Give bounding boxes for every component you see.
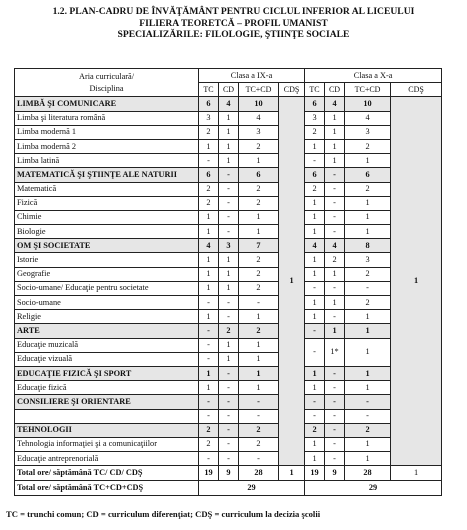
discipline-name: Educaţie muzicală	[15, 338, 199, 352]
value-cell: -	[219, 423, 239, 437]
value-cell: 1	[345, 154, 391, 168]
value-cell: 3	[345, 253, 391, 267]
discipline-row	[15, 125, 442, 139]
value-cell: 2	[199, 423, 219, 437]
value-cell: 1	[199, 310, 219, 324]
total-cell: 1	[279, 466, 305, 481]
plan-body	[15, 97, 442, 466]
cds-10-cell: 1	[391, 97, 442, 466]
value-cell: -	[305, 324, 325, 338]
value-cell: 6	[305, 168, 325, 182]
value-cell: 6	[345, 168, 391, 182]
area-row	[15, 239, 442, 253]
value-cell: 1	[305, 296, 325, 310]
value-cell: 4	[199, 239, 219, 253]
value-cell: 1	[305, 452, 325, 466]
value-cell: 6	[239, 168, 279, 182]
value-cell: -	[305, 281, 325, 295]
area-header: Aria curriculară/ Disciplina	[15, 69, 199, 97]
value-cell: -	[199, 154, 219, 168]
value-cell: 1	[219, 338, 239, 352]
value-cell: -	[325, 310, 345, 324]
value-cell: 2	[305, 125, 325, 139]
value-cell: 1	[239, 225, 279, 239]
value-cell: 6	[305, 97, 325, 111]
value-cell: -	[239, 296, 279, 310]
discipline-name: Chimie	[15, 210, 199, 224]
total-cell: 19	[305, 466, 325, 481]
value-cell: 1*	[325, 338, 345, 366]
discipline-row	[15, 296, 442, 310]
value-cell: 1	[199, 225, 219, 239]
grand-total-row	[15, 481, 442, 496]
area-row	[15, 97, 442, 111]
value-cell: 1	[305, 196, 325, 210]
discipline-row	[15, 253, 442, 267]
value-cell: 3	[219, 239, 239, 253]
value-cell: -	[325, 423, 345, 437]
value-cell: 1	[199, 253, 219, 267]
discipline-name: Limba modernă 1	[15, 125, 199, 139]
value-cell: 2	[239, 437, 279, 451]
value-cell: 2	[305, 423, 325, 437]
grand-total-10: 29	[305, 481, 442, 496]
value-cell: 2	[305, 182, 325, 196]
value-cell: 1	[345, 437, 391, 451]
value-cell: -	[219, 210, 239, 224]
value-cell: 1	[239, 154, 279, 168]
value-cell: 1	[325, 296, 345, 310]
area-name: CONSILIERE ŞI ORIENTARE	[15, 395, 199, 409]
value-cell: -	[219, 395, 239, 409]
value-cell: 1	[345, 310, 391, 324]
value-cell: 2	[199, 182, 219, 196]
discipline-name: Limba latină	[15, 154, 199, 168]
value-cell: -	[325, 182, 345, 196]
value-cell: 6	[199, 97, 219, 111]
value-cell: -	[199, 395, 219, 409]
value-cell: -	[325, 225, 345, 239]
area-name: ARTE	[15, 324, 199, 338]
value-cell: -	[325, 409, 345, 423]
value-cell: 2	[345, 182, 391, 196]
area-name: MATEMATICĂ ŞI ŞTIINŢE ALE NATURII	[15, 168, 199, 182]
value-cell: -	[239, 409, 279, 423]
value-cell: 1	[345, 338, 391, 366]
value-cell: 1	[199, 267, 219, 281]
value-cell: 2	[239, 139, 279, 153]
area-row	[15, 168, 442, 182]
discipline-row	[15, 452, 442, 466]
value-cell: 10	[345, 97, 391, 111]
value-cell: 1	[305, 366, 325, 380]
value-cell: 4	[325, 239, 345, 253]
value-cell: -	[199, 338, 219, 352]
discipline-row	[15, 310, 442, 324]
value-cell: 8	[345, 239, 391, 253]
total-cell: 28	[345, 466, 391, 481]
area-row	[15, 324, 442, 338]
total-cell: 28	[239, 466, 279, 481]
value-cell: 2	[345, 423, 391, 437]
value-cell: -	[219, 366, 239, 380]
value-cell: 1	[305, 139, 325, 153]
value-cell: 1	[345, 366, 391, 380]
discipline-row	[15, 437, 442, 451]
value-cell: 1	[305, 437, 325, 451]
discipline-row	[15, 409, 442, 423]
discipline-row	[15, 139, 442, 153]
value-cell: 1	[199, 139, 219, 153]
discipline-row	[15, 225, 442, 239]
area-name: LIMBĂ ŞI COMUNICARE	[15, 97, 199, 111]
discipline-row	[15, 381, 442, 395]
value-cell: 1	[239, 352, 279, 366]
value-cell: -	[219, 196, 239, 210]
value-cell: 1	[305, 225, 325, 239]
value-cell: 2	[239, 182, 279, 196]
value-cell: 2	[199, 437, 219, 451]
col-cds-9: CDŞ	[279, 83, 305, 97]
value-cell: -	[345, 281, 391, 295]
col-cd-10: CD	[325, 83, 345, 97]
value-cell: 1	[219, 111, 239, 125]
value-cell: -	[219, 381, 239, 395]
value-cell: 1	[239, 310, 279, 324]
value-cell: 2	[239, 281, 279, 295]
col-tccd-10: TC+CD	[345, 83, 391, 97]
discipline-name: Educaţie antreprenorială	[15, 452, 199, 466]
value-cell: 1	[219, 352, 239, 366]
discipline-name: Istorie	[15, 253, 199, 267]
value-cell: -	[305, 338, 325, 366]
total-cell: 9	[219, 466, 239, 481]
value-cell: 4	[219, 97, 239, 111]
value-cell: 2	[239, 196, 279, 210]
value-cell: 1	[199, 281, 219, 295]
value-cell: 1	[199, 366, 219, 380]
value-cell: 1	[199, 210, 219, 224]
area-row	[15, 366, 442, 380]
col-tccd-9: TC+CD	[239, 83, 279, 97]
discipline-name: Geografie	[15, 267, 199, 281]
value-cell: 1	[239, 381, 279, 395]
value-cell: 1	[239, 210, 279, 224]
value-cell: 4	[239, 111, 279, 125]
value-cell: -	[325, 452, 345, 466]
area-name: OM ŞI SOCIETATE	[15, 239, 199, 253]
value-cell: 1	[325, 324, 345, 338]
value-cell: 1	[305, 210, 325, 224]
discipline-name: Matematică	[15, 182, 199, 196]
heading-line-1: 1.2. PLAN-CADRU DE ÎNVĂŢĂMÂNT PENTRU CICLUL INFERIOR AL LICEULUI	[52, 6, 415, 17]
value-cell: -	[199, 352, 219, 366]
discipline-name: Limba şi literatura română	[15, 111, 199, 125]
col-cds-10: CDŞ	[391, 83, 442, 97]
value-cell: 1	[325, 125, 345, 139]
total-cell: 19	[199, 466, 219, 481]
discipline-name: Tehnologia informaţiei şi a comunicaţiilor	[15, 437, 199, 451]
area-row	[15, 423, 442, 437]
value-cell: 4	[305, 239, 325, 253]
value-cell: 1	[345, 210, 391, 224]
discipline-row	[15, 267, 442, 281]
value-cell: -	[219, 409, 239, 423]
area-name: EDUCAŢIE FIZICĂ ŞI SPORT	[15, 366, 199, 380]
value-cell: -	[239, 395, 279, 409]
value-cell: 1	[305, 267, 325, 281]
value-cell: 2	[345, 139, 391, 153]
value-cell: 2	[239, 324, 279, 338]
value-cell: -	[199, 409, 219, 423]
discipline-name: Biologie	[15, 225, 199, 239]
value-cell: 1	[345, 225, 391, 239]
discipline-row	[15, 111, 442, 125]
value-cell: 1	[239, 338, 279, 352]
discipline-row	[15, 196, 442, 210]
value-cell: -	[219, 296, 239, 310]
value-cell: -	[325, 281, 345, 295]
area-row	[15, 395, 442, 409]
value-cell: 2	[345, 296, 391, 310]
value-cell: 1	[325, 154, 345, 168]
discipline-name: Socio-umane/ Educaţie pentru societate	[15, 281, 199, 295]
value-cell: -	[305, 409, 325, 423]
value-cell: -	[239, 452, 279, 466]
total-cell: 9	[325, 466, 345, 481]
value-cell: 1	[219, 267, 239, 281]
value-cell: 1	[345, 381, 391, 395]
value-cell: -	[219, 452, 239, 466]
value-cell: -	[219, 168, 239, 182]
discipline-name	[15, 409, 199, 423]
value-cell: 10	[239, 97, 279, 111]
value-cell: 6	[199, 168, 219, 182]
value-cell: 1	[305, 381, 325, 395]
value-cell: -	[219, 225, 239, 239]
value-cell: 1	[219, 281, 239, 295]
discipline-name: Socio-umane	[15, 296, 199, 310]
value-cell: -	[219, 182, 239, 196]
total-row	[15, 466, 442, 481]
value-cell: 4	[325, 97, 345, 111]
value-cell: 2	[239, 267, 279, 281]
area-name: TEHNOLOGII	[15, 423, 199, 437]
value-cell: 1	[345, 452, 391, 466]
grand-total-label: Total ore/ săptămână TC+CD+CDŞ	[15, 481, 199, 496]
class-10-header: Clasa a X-a	[305, 69, 442, 83]
value-cell: 1	[325, 111, 345, 125]
value-cell: -	[199, 296, 219, 310]
value-cell: 2	[325, 253, 345, 267]
value-cell: 4	[345, 111, 391, 125]
discipline-name: Fizică	[15, 196, 199, 210]
value-cell: -	[325, 168, 345, 182]
value-cell: -	[325, 210, 345, 224]
value-cell: 3	[199, 111, 219, 125]
value-cell: 3	[345, 125, 391, 139]
value-cell: 1	[345, 324, 391, 338]
value-cell: -	[325, 395, 345, 409]
col-tc-9: TC	[199, 83, 219, 97]
value-cell: 7	[239, 239, 279, 253]
discipline-name: Religie	[15, 310, 199, 324]
value-cell: 2	[345, 267, 391, 281]
value-cell: -	[305, 395, 325, 409]
discipline-name: Educaţie vizuală	[15, 352, 199, 366]
value-cell: 1	[219, 125, 239, 139]
value-cell: 1	[305, 310, 325, 324]
value-cell: 1	[239, 366, 279, 380]
value-cell: 2	[199, 196, 219, 210]
value-cell: 3	[305, 111, 325, 125]
value-cell: -	[219, 437, 239, 451]
value-cell: 2	[199, 125, 219, 139]
heading-line-3: SPECIALIZĂRILE: FILOLOGIE, ŞTIINŢE SOCIALE	[117, 29, 350, 40]
value-cell: 1	[305, 253, 325, 267]
value-cell: -	[345, 395, 391, 409]
class-9-header: Clasa a IX-a	[199, 69, 305, 83]
value-cell: 1	[219, 139, 239, 153]
discipline-row	[15, 182, 442, 196]
discipline-row	[15, 154, 442, 168]
discipline-name: Educaţie fizică	[15, 381, 199, 395]
col-cd-9: CD	[219, 83, 239, 97]
curriculum-plan-table	[14, 68, 442, 496]
value-cell: 2	[239, 253, 279, 267]
cds-9-cell: 1	[279, 97, 305, 466]
col-tc-10: TC	[305, 83, 325, 97]
value-cell: -	[305, 154, 325, 168]
total-label: Total ore/ săptămână TC/ CD/ CDŞ	[15, 466, 199, 481]
value-cell: 3	[239, 125, 279, 139]
value-cell: -	[199, 452, 219, 466]
value-cell: -	[325, 437, 345, 451]
value-cell: 1	[325, 139, 345, 153]
value-cell: -	[325, 196, 345, 210]
value-cell: -	[325, 366, 345, 380]
value-cell: 1	[219, 154, 239, 168]
document-heading	[0, 6, 467, 41]
value-cell: -	[219, 310, 239, 324]
discipline-row	[15, 210, 442, 224]
value-cell: 1	[325, 267, 345, 281]
value-cell: 1	[199, 381, 219, 395]
total-cell: 1	[391, 466, 442, 481]
value-cell: -	[199, 324, 219, 338]
value-cell: 1	[345, 196, 391, 210]
grand-total-9: 29	[199, 481, 305, 496]
abbreviation-legend: TC = trunchi comun; CD = curriculum diferenţiat; CDŞ = curriculum la decizia şcolii	[6, 509, 321, 519]
discipline-name: Limba modernă 2	[15, 139, 199, 153]
discipline-row	[15, 338, 442, 352]
heading-line-2: FILIERA TEORETCĂ – PROFIL UMANIST	[139, 17, 328, 29]
value-cell: -	[325, 381, 345, 395]
value-cell: 2	[239, 423, 279, 437]
discipline-row	[15, 281, 442, 295]
value-cell: -	[345, 409, 391, 423]
value-cell: 1	[219, 253, 239, 267]
value-cell: 2	[219, 324, 239, 338]
